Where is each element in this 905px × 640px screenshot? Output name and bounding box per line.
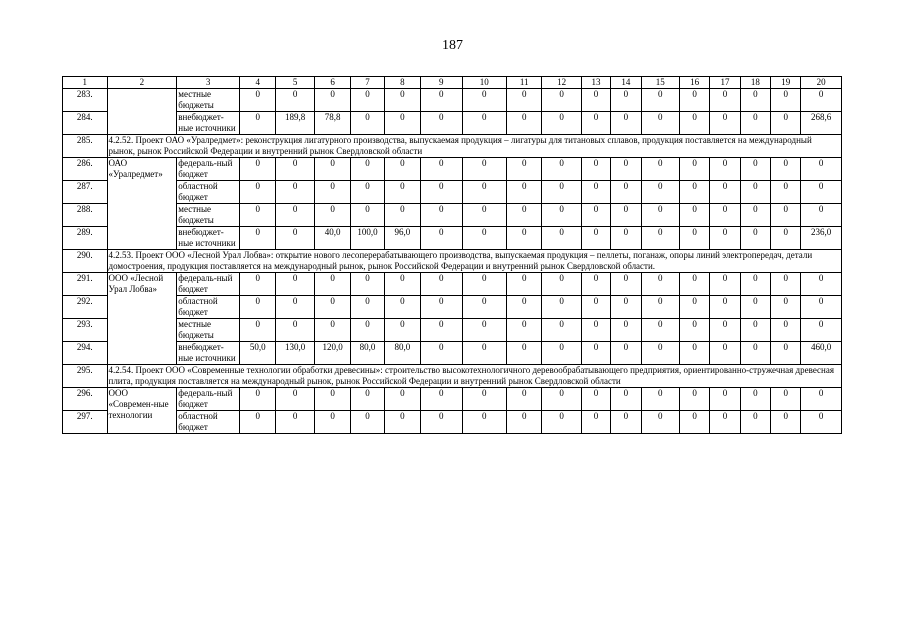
value-cell: 0 xyxy=(771,181,801,204)
value-cell: 0 xyxy=(801,319,842,342)
value-cell: 0 xyxy=(611,342,641,365)
value-cell: 0 xyxy=(507,227,542,250)
value-cell: 0 xyxy=(740,204,770,227)
value-cell: 0 xyxy=(710,411,740,434)
table-row xyxy=(63,319,842,342)
value-cell: 0 xyxy=(240,204,276,227)
value-cell: 0 xyxy=(710,227,740,250)
value-cell: 0 xyxy=(611,112,641,135)
value-cell: 0 xyxy=(771,296,801,319)
value-cell: 0 xyxy=(462,388,507,411)
value-cell: 0 xyxy=(641,342,679,365)
table-row xyxy=(63,204,842,227)
value-cell: 0 xyxy=(384,411,420,434)
value-cell: 0 xyxy=(462,204,507,227)
value-cell: 0 xyxy=(611,181,641,204)
value-cell: 0 xyxy=(611,411,641,434)
column-header: 3 xyxy=(177,77,240,89)
value-cell: 0 xyxy=(240,181,276,204)
value-cell: 0 xyxy=(581,204,610,227)
value-cell: 236,0 xyxy=(801,227,842,250)
value-cell: 0 xyxy=(240,89,276,112)
value-cell: 0 xyxy=(384,112,420,135)
column-header: 16 xyxy=(679,77,709,89)
project-description: 4.2.54. Проект ООО «Современные технологии обработки древесины»: строительство высокотехнологичного деревообрабатывающего предприятия, ориентированно-стружечная древесная плита, продукция поставляется на международный рынок, рынок Российской Федерации и внутренний рынок Свердловской области xyxy=(107,365,842,388)
value-cell: 0 xyxy=(641,227,679,250)
table-row xyxy=(63,342,842,365)
value-cell: 0 xyxy=(351,181,384,204)
value-cell: 0 xyxy=(314,273,350,296)
value-cell: 0 xyxy=(771,89,801,112)
page-number: 187 xyxy=(442,38,463,53)
value-cell: 0 xyxy=(507,342,542,365)
value-cell: 0 xyxy=(542,342,581,365)
value-cell: 0 xyxy=(581,411,610,434)
value-cell: 189,8 xyxy=(276,112,314,135)
value-cell: 0 xyxy=(641,273,679,296)
value-cell: 0 xyxy=(276,388,314,411)
column-header: 5 xyxy=(276,77,314,89)
value-cell: 0 xyxy=(740,89,770,112)
value-cell: 0 xyxy=(740,227,770,250)
row-number: 290. xyxy=(63,250,108,273)
value-cell: 0 xyxy=(542,273,581,296)
value-cell: 40,0 xyxy=(314,227,350,250)
value-cell: 0 xyxy=(581,181,610,204)
value-cell: 0 xyxy=(421,273,462,296)
value-cell: 0 xyxy=(384,273,420,296)
value-cell: 0 xyxy=(740,296,770,319)
value-cell: 0 xyxy=(710,296,740,319)
row-number: 293. xyxy=(63,319,108,342)
value-cell: 0 xyxy=(710,342,740,365)
value-cell: 0 xyxy=(351,112,384,135)
value-cell: 0 xyxy=(679,273,709,296)
value-cell: 0 xyxy=(581,296,610,319)
value-cell: 0 xyxy=(611,273,641,296)
value-cell: 0 xyxy=(276,158,314,181)
value-cell: 0 xyxy=(542,89,581,112)
column-header: 6 xyxy=(314,77,350,89)
value-cell: 0 xyxy=(710,89,740,112)
value-cell: 0 xyxy=(462,89,507,112)
table-row xyxy=(63,411,842,434)
value-cell: 0 xyxy=(679,89,709,112)
value-cell: 0 xyxy=(679,411,709,434)
value-cell: 0 xyxy=(740,411,770,434)
funding-source: федераль-ный бюджет xyxy=(177,158,240,181)
value-cell: 0 xyxy=(771,112,801,135)
project-row xyxy=(63,365,842,388)
value-cell: 0 xyxy=(507,181,542,204)
value-cell: 0 xyxy=(421,204,462,227)
value-cell: 130,0 xyxy=(276,342,314,365)
funding-source: областной бюджет xyxy=(177,181,240,204)
value-cell: 0 xyxy=(542,319,581,342)
value-cell: 0 xyxy=(710,181,740,204)
value-cell: 120,0 xyxy=(314,342,350,365)
value-cell: 0 xyxy=(771,204,801,227)
value-cell: 0 xyxy=(710,388,740,411)
value-cell: 0 xyxy=(611,89,641,112)
value-cell: 0 xyxy=(710,112,740,135)
value-cell: 0 xyxy=(771,411,801,434)
organization-cell: ООО «Лесной Урал Лобва» xyxy=(107,273,177,365)
value-cell: 0 xyxy=(542,296,581,319)
column-header: 17 xyxy=(710,77,740,89)
value-cell: 0 xyxy=(679,204,709,227)
value-cell: 0 xyxy=(740,273,770,296)
value-cell: 0 xyxy=(679,158,709,181)
value-cell: 0 xyxy=(314,319,350,342)
value-cell: 0 xyxy=(740,342,770,365)
value-cell: 0 xyxy=(771,273,801,296)
value-cell: 0 xyxy=(679,319,709,342)
value-cell: 0 xyxy=(740,181,770,204)
column-header: 13 xyxy=(581,77,610,89)
table-row xyxy=(63,388,842,411)
value-cell: 0 xyxy=(276,273,314,296)
value-cell: 0 xyxy=(462,411,507,434)
value-cell: 0 xyxy=(740,388,770,411)
value-cell: 0 xyxy=(351,388,384,411)
table-body xyxy=(63,77,842,434)
project-description: 4.2.53. Проект ООО «Лесной Урал Лобва»: открытие нового лесоперерабатывающего производства, выпускаемая продукция – пеллеты, поганаж, опоры линий электропередач, детали домостроения, продукция поставляется на международный рынок, рынок Российской Федерации и внутренний рынок Свердловской области. xyxy=(107,250,842,273)
value-cell: 0 xyxy=(314,411,350,434)
column-header: 2 xyxy=(107,77,177,89)
value-cell: 0 xyxy=(240,112,276,135)
value-cell: 0 xyxy=(542,388,581,411)
value-cell: 0 xyxy=(611,204,641,227)
value-cell: 0 xyxy=(801,204,842,227)
organization-cell xyxy=(107,89,177,135)
table-row xyxy=(63,296,842,319)
value-cell: 96,0 xyxy=(384,227,420,250)
value-cell: 0 xyxy=(801,158,842,181)
value-cell: 0 xyxy=(507,296,542,319)
value-cell: 0 xyxy=(351,296,384,319)
column-header: 11 xyxy=(507,77,542,89)
value-cell: 0 xyxy=(240,388,276,411)
value-cell: 0 xyxy=(421,158,462,181)
column-header: 14 xyxy=(611,77,641,89)
value-cell: 0 xyxy=(421,319,462,342)
project-description: 4.2.52. Проект ОАО «Уралредмет»: реконструкция лигатурного производства, выпускаемая продукция – лигатуры для титановых сплавов, продукция поставляется на международный рынок, рынок Российской Федерации и внутренний рынок Свердловской области xyxy=(107,135,842,158)
value-cell: 0 xyxy=(710,204,740,227)
row-number: 286. xyxy=(63,158,108,181)
value-cell: 0 xyxy=(801,411,842,434)
column-header: 1 xyxy=(63,77,108,89)
value-cell: 50,0 xyxy=(240,342,276,365)
value-cell: 0 xyxy=(507,273,542,296)
funding-source: федераль-ный бюджет xyxy=(177,273,240,296)
value-cell: 0 xyxy=(462,296,507,319)
funding-source: местные бюджеты xyxy=(177,204,240,227)
value-cell: 0 xyxy=(581,227,610,250)
value-cell: 0 xyxy=(462,319,507,342)
value-cell: 0 xyxy=(384,158,420,181)
column-header: 15 xyxy=(641,77,679,89)
value-cell: 0 xyxy=(801,388,842,411)
organization-cell: ООО «Современ-ные технологии xyxy=(107,388,177,434)
value-cell: 0 xyxy=(641,89,679,112)
value-cell: 0 xyxy=(611,227,641,250)
value-cell: 0 xyxy=(462,227,507,250)
value-cell: 0 xyxy=(421,296,462,319)
value-cell: 0 xyxy=(507,89,542,112)
value-cell: 0 xyxy=(771,319,801,342)
value-cell: 80,0 xyxy=(384,342,420,365)
value-cell: 0 xyxy=(542,181,581,204)
value-cell: 0 xyxy=(384,319,420,342)
value-cell: 0 xyxy=(314,296,350,319)
value-cell: 0 xyxy=(641,319,679,342)
value-cell: 0 xyxy=(351,89,384,112)
value-cell: 268,6 xyxy=(801,112,842,135)
value-cell: 0 xyxy=(581,273,610,296)
value-cell: 0 xyxy=(314,158,350,181)
value-cell: 0 xyxy=(542,227,581,250)
value-cell: 0 xyxy=(421,342,462,365)
value-cell: 0 xyxy=(611,158,641,181)
row-number: 288. xyxy=(63,204,108,227)
funding-source: областной бюджет xyxy=(177,296,240,319)
value-cell: 0 xyxy=(679,342,709,365)
value-cell: 0 xyxy=(276,319,314,342)
value-cell: 0 xyxy=(740,158,770,181)
value-cell: 0 xyxy=(771,158,801,181)
value-cell: 0 xyxy=(611,319,641,342)
value-cell: 0 xyxy=(384,181,420,204)
value-cell: 0 xyxy=(641,204,679,227)
value-cell: 0 xyxy=(679,296,709,319)
value-cell: 0 xyxy=(507,319,542,342)
value-cell: 0 xyxy=(421,112,462,135)
funding-source: местные бюджеты xyxy=(177,319,240,342)
value-cell: 0 xyxy=(462,158,507,181)
value-cell: 0 xyxy=(641,296,679,319)
organization-cell: ОАО «Уралредмет» xyxy=(107,158,177,250)
value-cell: 0 xyxy=(641,158,679,181)
row-number: 283. xyxy=(63,89,108,112)
value-cell: 0 xyxy=(276,89,314,112)
funding-source: областной бюджет xyxy=(177,411,240,434)
value-cell: 0 xyxy=(581,112,610,135)
value-cell: 0 xyxy=(641,112,679,135)
value-cell: 0 xyxy=(679,112,709,135)
value-cell: 0 xyxy=(740,112,770,135)
value-cell: 0 xyxy=(581,89,610,112)
table-row xyxy=(63,89,842,112)
value-cell: 0 xyxy=(421,89,462,112)
budget-table xyxy=(62,76,842,434)
value-cell: 0 xyxy=(581,388,610,411)
value-cell: 0 xyxy=(542,158,581,181)
value-cell: 460,0 xyxy=(801,342,842,365)
value-cell: 0 xyxy=(771,342,801,365)
value-cell: 0 xyxy=(542,411,581,434)
value-cell: 0 xyxy=(351,319,384,342)
row-number: 294. xyxy=(63,342,108,365)
table-row xyxy=(63,273,842,296)
value-cell: 0 xyxy=(384,204,420,227)
value-cell: 0 xyxy=(507,388,542,411)
row-number: 284. xyxy=(63,112,108,135)
column-header: 7 xyxy=(351,77,384,89)
value-cell: 0 xyxy=(421,227,462,250)
value-cell: 0 xyxy=(581,158,610,181)
row-number: 297. xyxy=(63,411,108,434)
value-cell: 0 xyxy=(421,388,462,411)
row-number: 296. xyxy=(63,388,108,411)
funding-source: федераль-ный бюджет xyxy=(177,388,240,411)
value-cell: 0 xyxy=(771,227,801,250)
row-number: 295. xyxy=(63,365,108,388)
value-cell: 0 xyxy=(507,158,542,181)
value-cell: 0 xyxy=(801,273,842,296)
value-cell: 0 xyxy=(351,273,384,296)
value-cell: 0 xyxy=(641,411,679,434)
value-cell: 0 xyxy=(314,89,350,112)
row-number: 292. xyxy=(63,296,108,319)
column-header: 19 xyxy=(771,77,801,89)
value-cell: 0 xyxy=(240,319,276,342)
value-cell: 100,0 xyxy=(351,227,384,250)
value-cell: 0 xyxy=(542,112,581,135)
value-cell: 0 xyxy=(641,181,679,204)
value-cell: 0 xyxy=(771,388,801,411)
row-number: 289. xyxy=(63,227,108,250)
value-cell: 0 xyxy=(351,411,384,434)
table-row xyxy=(63,181,842,204)
row-number: 287. xyxy=(63,181,108,204)
value-cell: 0 xyxy=(240,296,276,319)
value-cell: 0 xyxy=(679,181,709,204)
column-header: 12 xyxy=(542,77,581,89)
value-cell: 0 xyxy=(384,296,420,319)
table-header-row xyxy=(63,77,842,89)
value-cell: 0 xyxy=(679,388,709,411)
value-cell: 0 xyxy=(351,204,384,227)
value-cell: 0 xyxy=(801,296,842,319)
value-cell: 0 xyxy=(710,158,740,181)
value-cell: 0 xyxy=(611,388,641,411)
value-cell: 0 xyxy=(710,319,740,342)
value-cell: 78,8 xyxy=(314,112,350,135)
value-cell: 0 xyxy=(507,411,542,434)
value-cell: 0 xyxy=(276,296,314,319)
value-cell: 0 xyxy=(314,388,350,411)
value-cell: 0 xyxy=(384,89,420,112)
value-cell: 0 xyxy=(611,296,641,319)
value-cell: 0 xyxy=(801,181,842,204)
column-header: 9 xyxy=(421,77,462,89)
value-cell: 0 xyxy=(462,112,507,135)
value-cell: 0 xyxy=(740,319,770,342)
value-cell: 0 xyxy=(462,273,507,296)
value-cell: 0 xyxy=(462,342,507,365)
value-cell: 0 xyxy=(240,227,276,250)
value-cell: 80,0 xyxy=(351,342,384,365)
table-row xyxy=(63,158,842,181)
project-row xyxy=(63,250,842,273)
value-cell: 0 xyxy=(276,204,314,227)
funding-source: местные бюджеты xyxy=(177,89,240,112)
value-cell: 0 xyxy=(421,411,462,434)
column-header: 4 xyxy=(240,77,276,89)
value-cell: 0 xyxy=(421,181,462,204)
column-header: 18 xyxy=(740,77,770,89)
row-number: 291. xyxy=(63,273,108,296)
table-row xyxy=(63,227,842,250)
value-cell: 0 xyxy=(641,388,679,411)
value-cell: 0 xyxy=(581,342,610,365)
value-cell: 0 xyxy=(276,227,314,250)
value-cell: 0 xyxy=(581,319,610,342)
value-cell: 0 xyxy=(710,273,740,296)
value-cell: 0 xyxy=(507,204,542,227)
value-cell: 0 xyxy=(679,227,709,250)
column-header: 20 xyxy=(801,77,842,89)
value-cell: 0 xyxy=(276,411,314,434)
value-cell: 0 xyxy=(276,181,314,204)
table-row xyxy=(63,112,842,135)
value-cell: 0 xyxy=(351,158,384,181)
value-cell: 0 xyxy=(240,158,276,181)
funding-source: внебюджет-ные источники xyxy=(177,112,240,135)
funding-source: внебюджет-ные источники xyxy=(177,342,240,365)
project-row xyxy=(63,135,842,158)
funding-source: внебюджет-ные источники xyxy=(177,227,240,250)
value-cell: 0 xyxy=(462,181,507,204)
value-cell: 0 xyxy=(314,204,350,227)
value-cell: 0 xyxy=(240,273,276,296)
row-number: 285. xyxy=(63,135,108,158)
value-cell: 0 xyxy=(542,204,581,227)
column-header: 10 xyxy=(462,77,507,89)
column-header: 8 xyxy=(384,77,420,89)
value-cell: 0 xyxy=(240,411,276,434)
value-cell: 0 xyxy=(801,89,842,112)
value-cell: 0 xyxy=(507,112,542,135)
value-cell: 0 xyxy=(314,181,350,204)
value-cell: 0 xyxy=(384,388,420,411)
